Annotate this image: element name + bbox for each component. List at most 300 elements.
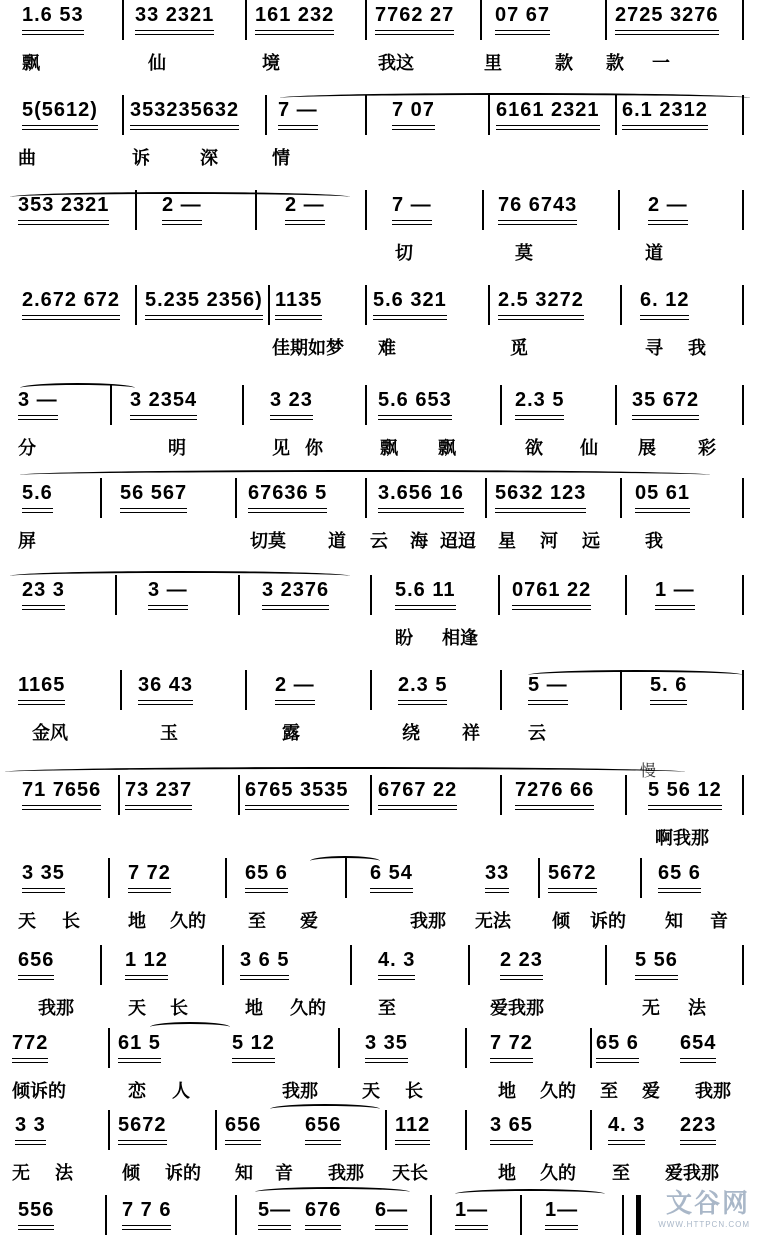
measure-notes: 1.6 53 bbox=[22, 4, 84, 26]
bar-line bbox=[370, 670, 372, 710]
bar-line bbox=[122, 0, 124, 40]
bar-line bbox=[238, 775, 240, 815]
measure-notes: 4. 3 bbox=[608, 1114, 646, 1136]
measure-notes: 353 2321 bbox=[18, 194, 110, 216]
bar-line bbox=[365, 0, 367, 40]
measure-notes: 7 72 bbox=[128, 862, 171, 884]
measure-notes: 6767 22 bbox=[378, 779, 458, 801]
lyric: 天 bbox=[18, 911, 36, 931]
bar-line bbox=[100, 945, 102, 985]
measure-notes: 7 72 bbox=[490, 1032, 533, 1054]
bar-line bbox=[742, 285, 744, 325]
measure-notes: 23 3 bbox=[22, 579, 65, 601]
measure-notes: 36 43 bbox=[138, 674, 194, 696]
measure-notes: 67636 5 bbox=[248, 482, 328, 504]
lyrics-row bbox=[0, 52, 760, 78]
bar-line bbox=[345, 858, 347, 898]
lyrics-row bbox=[0, 1162, 760, 1188]
lyric: 啊我那 bbox=[655, 828, 709, 848]
bar-line bbox=[365, 385, 367, 425]
bar-line bbox=[350, 945, 352, 985]
lyric: 爱我那 bbox=[490, 998, 544, 1018]
measure-notes: 4. 3 bbox=[378, 949, 416, 971]
measure-notes: 2.3 5 bbox=[515, 389, 565, 411]
lyric: 境 bbox=[262, 53, 280, 73]
lyric: 倾诉的 bbox=[12, 1081, 66, 1101]
lyric: 分 bbox=[18, 438, 36, 458]
measure-notes: 35 672 bbox=[632, 389, 700, 411]
lyric: 远 bbox=[582, 531, 600, 551]
lyric: 爱我那 bbox=[665, 1163, 719, 1183]
lyric: 觅 bbox=[510, 338, 528, 358]
lyric: 我那 bbox=[282, 1081, 318, 1101]
bar-line bbox=[115, 575, 117, 615]
bar-line bbox=[465, 1110, 467, 1150]
lyric: 盼 bbox=[395, 628, 413, 648]
notes-row bbox=[0, 190, 760, 230]
measure-notes: 7276 66 bbox=[515, 779, 595, 801]
bar-line bbox=[620, 285, 622, 325]
lyric: 见 bbox=[272, 438, 290, 458]
bar-line bbox=[520, 1195, 522, 1235]
lyric: 我 bbox=[645, 531, 663, 551]
measure-notes: 0761 22 bbox=[512, 579, 592, 601]
measure-notes: 7 — bbox=[278, 99, 318, 121]
bar-line bbox=[500, 775, 502, 815]
measure-notes: 556 bbox=[18, 1199, 55, 1221]
lyric: 曲 bbox=[18, 148, 36, 168]
lyric: 迢迢 bbox=[440, 531, 476, 551]
lyric: 诉的 bbox=[590, 911, 626, 931]
measure-notes: 5.6 bbox=[22, 482, 53, 504]
lyric: 明 bbox=[168, 438, 186, 458]
measure-notes: 5632 123 bbox=[495, 482, 587, 504]
notes-row bbox=[0, 858, 760, 898]
measure-notes: 33 2321 bbox=[135, 4, 215, 26]
bar-line bbox=[235, 478, 237, 518]
lyric: 至 bbox=[600, 1081, 618, 1101]
measure-notes: 5. 6 bbox=[650, 674, 688, 696]
music-system-9 bbox=[0, 775, 760, 870]
measure-notes: 3 6 5 bbox=[240, 949, 290, 971]
measure-notes: 3.656 16 bbox=[378, 482, 464, 504]
notes-row bbox=[0, 945, 760, 985]
music-system-11 bbox=[0, 945, 760, 1040]
measure-notes: 3 — bbox=[148, 579, 188, 601]
lyric: 至 bbox=[248, 911, 266, 931]
lyric: 仙 bbox=[580, 438, 598, 458]
measure-notes: 353235632 bbox=[130, 99, 240, 121]
music-system-1 bbox=[0, 0, 760, 95]
measure-notes: 7 7 6 bbox=[122, 1199, 172, 1221]
bar-line bbox=[365, 285, 367, 325]
bar-line bbox=[242, 385, 244, 425]
music-system-4 bbox=[0, 285, 760, 380]
site-watermark bbox=[658, 1183, 750, 1229]
lyrics-row bbox=[0, 147, 760, 173]
measure-notes: 56 567 bbox=[120, 482, 188, 504]
lyric: 道 bbox=[645, 243, 663, 263]
bar-line bbox=[465, 1028, 467, 1068]
lyric: 展 bbox=[638, 438, 656, 458]
lyric: 道 bbox=[328, 531, 346, 551]
bar-line bbox=[742, 95, 744, 135]
notes-row bbox=[0, 1110, 760, 1150]
lyric: 天 bbox=[128, 998, 146, 1018]
lyric: 地 bbox=[498, 1081, 516, 1101]
lyric: 爱 bbox=[642, 1081, 660, 1101]
measure-notes: 2.3 5 bbox=[398, 674, 448, 696]
bar-line bbox=[370, 775, 372, 815]
lyric: 我那 bbox=[328, 1163, 364, 1183]
lyric: 款 bbox=[555, 53, 573, 73]
bar-line bbox=[742, 0, 744, 40]
bar-line bbox=[742, 385, 744, 425]
lyric: 云 bbox=[528, 723, 546, 743]
notes-row bbox=[0, 285, 760, 325]
measure-notes: 65 6 bbox=[658, 862, 701, 884]
lyric: 你 bbox=[305, 438, 323, 458]
bar-line bbox=[590, 1028, 592, 1068]
bar-line bbox=[108, 1110, 110, 1150]
lyric: 久的 bbox=[170, 911, 206, 931]
bar-line bbox=[620, 478, 622, 518]
measure-notes: 161 232 bbox=[255, 4, 335, 26]
bar-line bbox=[122, 95, 124, 135]
lyrics-row bbox=[0, 242, 760, 268]
lyric: 我那 bbox=[38, 998, 74, 1018]
lyric: 地 bbox=[498, 1163, 516, 1183]
bar-line bbox=[225, 858, 227, 898]
notes-row bbox=[0, 385, 760, 425]
notes-row bbox=[0, 575, 760, 615]
tempo-mark: 慢 bbox=[640, 763, 657, 780]
lyric: 长 bbox=[170, 998, 188, 1018]
measure-notes: 65 6 bbox=[596, 1032, 639, 1054]
lyric: 云 bbox=[370, 531, 388, 551]
lyric: 祥 bbox=[462, 723, 480, 743]
measure-notes: 76 6743 bbox=[498, 194, 578, 216]
bar-line bbox=[385, 1110, 387, 1150]
measure-notes: 1165 bbox=[18, 674, 66, 696]
bar-line bbox=[215, 1110, 217, 1150]
lyric: 久的 bbox=[290, 998, 326, 1018]
music-system-2 bbox=[0, 95, 760, 190]
lyric: 莫 bbox=[515, 243, 533, 263]
lyric: 法 bbox=[55, 1163, 73, 1183]
lyric: 我 bbox=[688, 338, 706, 358]
lyric: 切 bbox=[395, 243, 413, 263]
bar-line bbox=[590, 1110, 592, 1150]
bar-line bbox=[110, 385, 112, 425]
measure-notes: 1— bbox=[545, 1199, 579, 1221]
music-system-5 bbox=[0, 385, 760, 480]
bar-line bbox=[742, 575, 744, 615]
lyric: 恋 bbox=[128, 1081, 146, 1101]
lyric: 河 bbox=[540, 531, 558, 551]
lyric: 天长 bbox=[392, 1163, 428, 1183]
bar-line bbox=[742, 478, 744, 518]
lyrics-row bbox=[0, 910, 760, 936]
bar-line bbox=[108, 1028, 110, 1068]
lyric: 爱 bbox=[300, 911, 318, 931]
measure-notes: 6. 12 bbox=[640, 289, 690, 311]
lyrics-row bbox=[0, 437, 760, 463]
bar-line bbox=[265, 95, 267, 135]
measure-notes: 223 bbox=[680, 1114, 717, 1136]
bar-line bbox=[365, 95, 367, 135]
bar-line bbox=[615, 95, 617, 135]
music-system-6 bbox=[0, 478, 760, 573]
music-system-12 bbox=[0, 1028, 760, 1123]
lyric: 人 bbox=[172, 1081, 190, 1101]
measure-notes: 2725 3276 bbox=[615, 4, 719, 26]
measure-notes: 2.5 3272 bbox=[498, 289, 584, 311]
lyric: 地 bbox=[245, 998, 263, 1018]
measure-notes: 6— bbox=[375, 1199, 409, 1221]
bar-line bbox=[618, 190, 620, 230]
measure-notes: 5 56 bbox=[635, 949, 678, 971]
measure-notes: 5— bbox=[258, 1199, 292, 1221]
measure-notes: 3 — bbox=[18, 389, 58, 411]
bar-line bbox=[538, 858, 540, 898]
music-system-10 bbox=[0, 858, 760, 953]
bar-line bbox=[120, 670, 122, 710]
lyric: 金风 bbox=[32, 723, 68, 743]
bar-line bbox=[742, 670, 744, 710]
notes-row bbox=[0, 670, 760, 710]
lyric: 绕 bbox=[402, 723, 420, 743]
lyric: 飘 bbox=[380, 438, 398, 458]
bar-line bbox=[238, 575, 240, 615]
bar-line bbox=[500, 670, 502, 710]
lyric: 玉 bbox=[160, 723, 178, 743]
notes-row bbox=[0, 478, 760, 518]
measure-notes: 5672 bbox=[118, 1114, 167, 1136]
lyric: 情 bbox=[272, 148, 290, 168]
measure-notes: 3 23 bbox=[270, 389, 313, 411]
lyric: 屏 bbox=[18, 531, 36, 551]
bar-line bbox=[615, 385, 617, 425]
lyrics-row bbox=[0, 627, 760, 653]
bar-line bbox=[625, 575, 627, 615]
bar-line bbox=[268, 285, 270, 325]
measure-notes: 5 56 12 bbox=[648, 779, 722, 801]
lyric: 相逢 bbox=[442, 628, 478, 648]
notes-row bbox=[0, 775, 760, 815]
lyric: 切莫 bbox=[250, 531, 286, 551]
measure-notes: 112 bbox=[395, 1114, 431, 1136]
lyric: 彩 bbox=[698, 438, 716, 458]
measure-notes: 5(5612) bbox=[22, 99, 98, 121]
bar-line bbox=[222, 945, 224, 985]
lyric: 法 bbox=[688, 998, 706, 1018]
lyric: 无 bbox=[642, 998, 660, 1018]
measure-notes: 5672 bbox=[548, 862, 597, 884]
lyric: 我那 bbox=[410, 911, 446, 931]
bar-line bbox=[108, 858, 110, 898]
measure-notes: 2 23 bbox=[500, 949, 543, 971]
measure-notes: 1 — bbox=[655, 579, 695, 601]
measure-notes: 656 bbox=[18, 949, 55, 971]
lyric: 音 bbox=[275, 1163, 293, 1183]
measure-notes: 5 12 bbox=[232, 1032, 275, 1054]
lyrics-row bbox=[0, 1080, 760, 1106]
measure-notes: 7 07 bbox=[392, 99, 435, 121]
bar-line bbox=[500, 385, 502, 425]
measure-notes: 6.1 2312 bbox=[622, 99, 708, 121]
measure-notes: 656 bbox=[225, 1114, 262, 1136]
lyric: 无法 bbox=[475, 911, 511, 931]
measure-notes: 2 — bbox=[285, 194, 325, 216]
measure-notes: 6 54 bbox=[370, 862, 413, 884]
measure-notes: 5.235 2356) bbox=[145, 289, 263, 311]
lyrics-row bbox=[0, 530, 760, 556]
lyric: 款 bbox=[606, 53, 624, 73]
lyric: 欲 bbox=[525, 438, 543, 458]
measure-notes: 5.6 11 bbox=[395, 579, 456, 601]
measure-notes: 6765 3535 bbox=[245, 779, 349, 801]
bar-line bbox=[468, 945, 470, 985]
lyrics-row bbox=[0, 827, 760, 853]
bar-line bbox=[370, 575, 372, 615]
measure-notes: 07 67 bbox=[495, 4, 551, 26]
lyrics-row bbox=[0, 722, 760, 748]
lyrics-row bbox=[0, 997, 760, 1023]
bar-line bbox=[498, 575, 500, 615]
measure-notes: 3 2376 bbox=[262, 579, 330, 601]
bar-line bbox=[742, 190, 744, 230]
measure-notes: 1— bbox=[455, 1199, 489, 1221]
bar-line bbox=[742, 775, 744, 815]
notes-row bbox=[0, 1195, 760, 1235]
bar-line bbox=[235, 1195, 237, 1235]
measure-notes: 676 bbox=[305, 1199, 342, 1221]
measure-notes: 654 bbox=[680, 1032, 717, 1054]
measure-notes: 33 bbox=[485, 862, 510, 884]
bar-line bbox=[430, 1195, 432, 1235]
lyric: 海 bbox=[410, 531, 428, 551]
bar-line bbox=[482, 190, 484, 230]
notes-row bbox=[0, 95, 760, 135]
bar-line bbox=[625, 775, 627, 815]
music-system-3 bbox=[0, 190, 760, 285]
notes-row bbox=[0, 1028, 760, 1068]
lyrics-row bbox=[0, 337, 760, 363]
bar-line bbox=[488, 95, 490, 135]
lyric: 仙 bbox=[148, 53, 166, 73]
music-system-7 bbox=[0, 575, 760, 670]
lyric: 倾 bbox=[552, 911, 570, 931]
measure-notes: 05 61 bbox=[635, 482, 691, 504]
measure-notes: 73 237 bbox=[125, 779, 193, 801]
lyric: 飘 bbox=[438, 438, 456, 458]
bar-line bbox=[742, 945, 744, 985]
measure-notes: 61 5 bbox=[118, 1032, 161, 1054]
bar-line bbox=[605, 945, 607, 985]
measure-notes: 3 35 bbox=[22, 862, 65, 884]
lyric: 知 bbox=[665, 911, 683, 931]
bar-line bbox=[480, 0, 482, 40]
bar-line bbox=[365, 478, 367, 518]
music-system-8 bbox=[0, 670, 760, 765]
lyric: 佳期如梦 bbox=[272, 338, 344, 358]
bar-line bbox=[255, 190, 257, 230]
measure-notes: 7762 27 bbox=[375, 4, 455, 26]
measure-notes: 71 7656 bbox=[22, 779, 102, 801]
watermark-text: 文谷网 bbox=[665, 1188, 750, 1218]
lyric: 我这 bbox=[378, 53, 414, 73]
lyric: 星 bbox=[498, 531, 516, 551]
lyric: 寻 bbox=[645, 338, 663, 358]
lyric: 知 bbox=[235, 1163, 253, 1183]
lyric: 我那 bbox=[695, 1081, 731, 1101]
measure-notes: 1 12 bbox=[125, 949, 168, 971]
measure-notes: 65 6 bbox=[245, 862, 288, 884]
measure-notes: 3 2354 bbox=[130, 389, 198, 411]
bar-line bbox=[118, 775, 120, 815]
measure-notes: 7 — bbox=[392, 194, 432, 216]
lyric: 音 bbox=[710, 911, 728, 931]
lyric: 露 bbox=[282, 723, 300, 743]
lyric: 诉的 bbox=[165, 1163, 201, 1183]
bar-line bbox=[100, 478, 102, 518]
measure-notes: 5.6 321 bbox=[373, 289, 447, 311]
measure-notes: 5 — bbox=[528, 674, 568, 696]
measure-notes: 656 bbox=[305, 1114, 342, 1136]
measure-notes: 6161 2321 bbox=[496, 99, 600, 121]
measure-notes: 5.6 653 bbox=[378, 389, 452, 411]
measure-notes: 772 bbox=[12, 1032, 49, 1054]
lyric: 地 bbox=[128, 911, 146, 931]
bar-line bbox=[245, 0, 247, 40]
bar-line bbox=[485, 478, 487, 518]
lyric: 飘 bbox=[22, 53, 40, 73]
measure-notes: 2 — bbox=[648, 194, 688, 216]
bar-line bbox=[105, 1195, 107, 1235]
measure-notes: 2.672 672 bbox=[22, 289, 120, 311]
measure-notes: 3 35 bbox=[365, 1032, 408, 1054]
final-barline bbox=[622, 1195, 641, 1235]
bar-line bbox=[365, 190, 367, 230]
lyric: 长 bbox=[405, 1081, 423, 1101]
lyric: 至 bbox=[612, 1163, 630, 1183]
lyric: 里 bbox=[484, 53, 502, 73]
lyric: 深 bbox=[200, 148, 218, 168]
bar-line bbox=[488, 285, 490, 325]
measure-notes: 2 — bbox=[162, 194, 202, 216]
lyric: 久的 bbox=[540, 1163, 576, 1183]
measure-notes: 3 65 bbox=[490, 1114, 533, 1136]
lyric: 久的 bbox=[540, 1081, 576, 1101]
lyric: 天 bbox=[362, 1081, 380, 1101]
lyric: 难 bbox=[378, 338, 396, 358]
bar-line bbox=[245, 670, 247, 710]
bar-line bbox=[620, 670, 622, 710]
lyric: 长 bbox=[62, 911, 80, 931]
bar-line bbox=[338, 1028, 340, 1068]
bar-line bbox=[135, 285, 137, 325]
lyric: 一 bbox=[652, 53, 670, 73]
measure-notes: 2 — bbox=[275, 674, 315, 696]
lyric: 无 bbox=[12, 1163, 30, 1183]
lyric: 诉 bbox=[132, 148, 150, 168]
notes-row bbox=[0, 0, 760, 40]
watermark-url: WWW.HTTPCN.COM bbox=[658, 1220, 750, 1229]
measure-notes: 3 3 bbox=[15, 1114, 46, 1136]
music-system-14 bbox=[0, 1195, 760, 1235]
bar-line bbox=[605, 0, 607, 40]
